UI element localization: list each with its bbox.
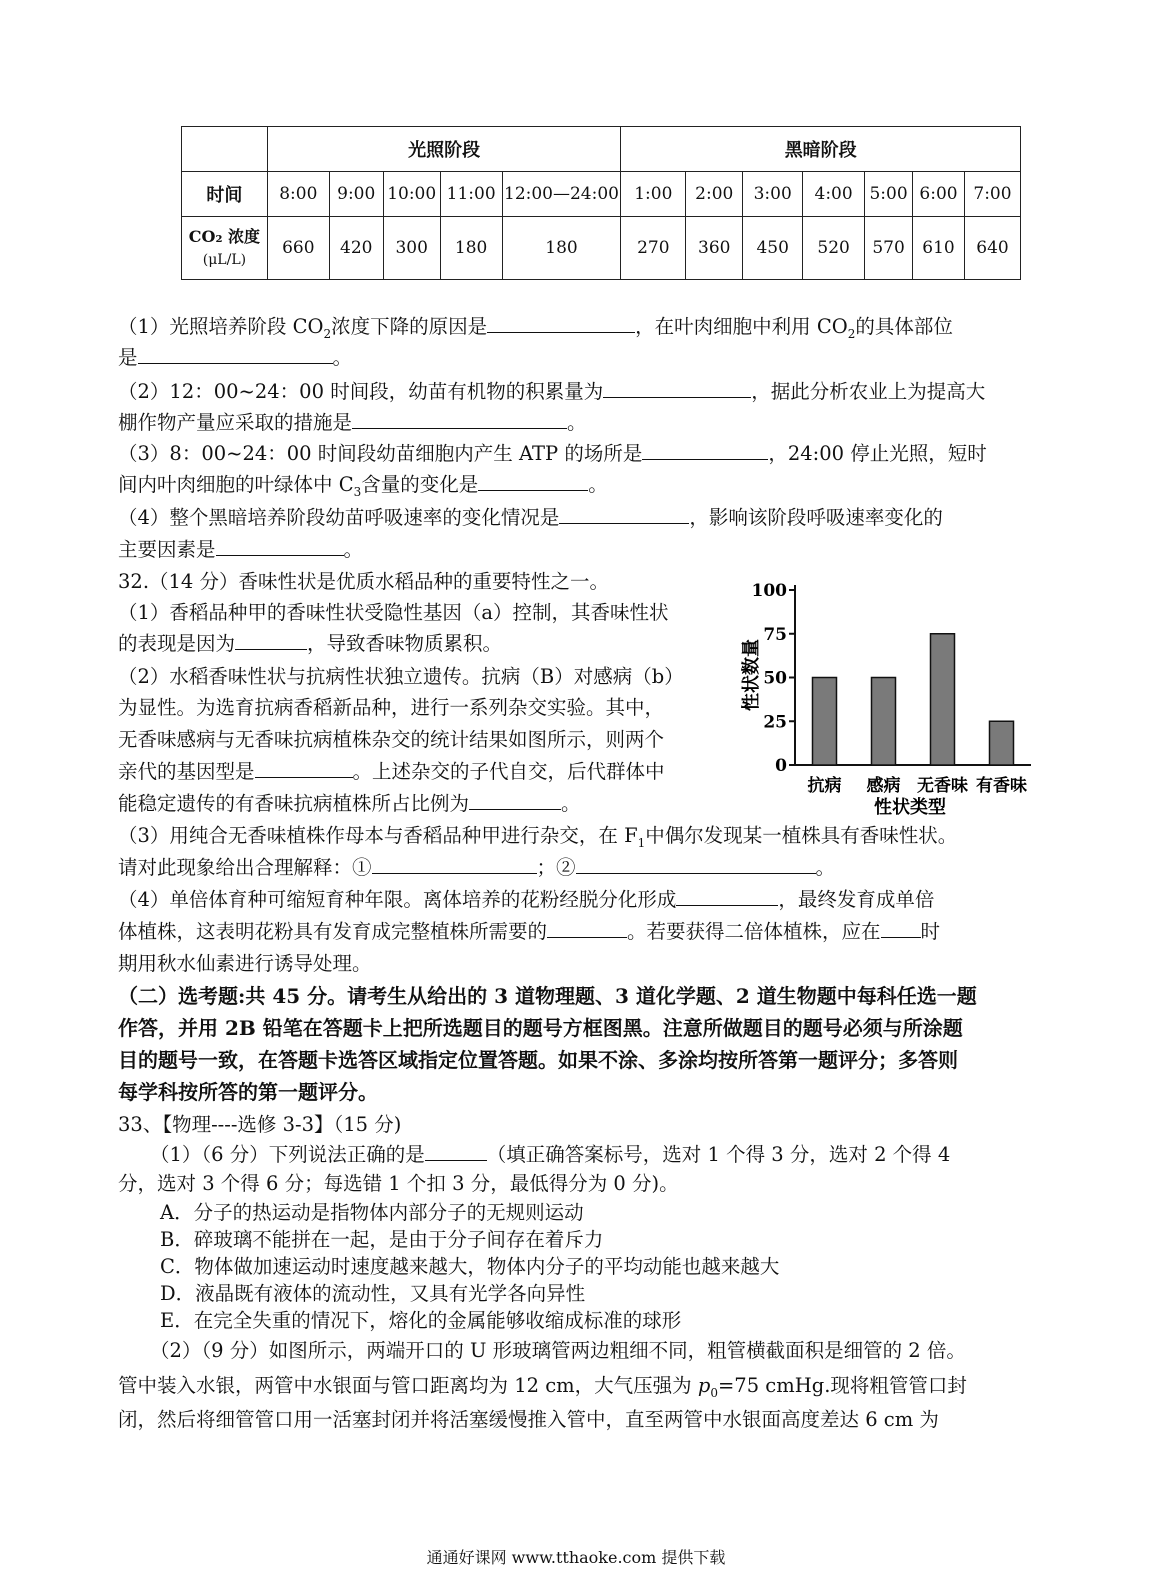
dark-stage-header: 黑暗阶段 — [621, 127, 1021, 172]
option-b: B．碎玻璃不能拼在一起，是由于分子间存在着斥力 — [160, 1228, 604, 1251]
y-tick-label: 0 — [775, 756, 787, 776]
co2-unit: (μL/L) — [202, 251, 247, 268]
bar — [990, 721, 1014, 765]
light-stage-header: 光照阶段 — [267, 127, 621, 172]
q32-line: 体植株，这表明花粉具有发育成完整植株所需要的 。若要获得二倍体植株，应在 时 — [118, 916, 940, 947]
q32-line: （4）单倍体育种可缩短育种年限。离体培养的花粉经脱分化形成 ，最终发育成单倍 — [118, 884, 934, 915]
q31-part4-line2: 主要因素是 。 — [118, 534, 363, 565]
co2-value-cell: 640 — [964, 217, 1020, 280]
answer-blank[interactable] — [487, 312, 635, 333]
time-cell: 6:00 — [913, 172, 965, 217]
answer-blank[interactable] — [372, 853, 537, 874]
q32-line: （1）香稻品种甲的香味性状受隐性基因（a）控制，其香味性状 — [118, 601, 669, 624]
q32-line: 的表现是因为 ，导致香味物质累积。 — [118, 628, 502, 659]
q32-line: 能稳定遗传的有香味抗病植株所占比例为 。 — [118, 788, 581, 819]
time-cell: 12:00—24:00 — [502, 172, 621, 217]
answer-blank[interactable] — [559, 503, 689, 524]
co2-value-cell: 610 — [913, 217, 965, 280]
co2-row — [182, 217, 1021, 280]
q31-part3-line2: 间内叶肉细胞的叶绿体中 $C_3$含量的变化是 。 — [118, 469, 608, 508]
co2-row-label — [182, 217, 268, 280]
co2-value-cell: 180 — [502, 217, 621, 280]
q31-part1-line2: 是 。 — [118, 342, 352, 373]
co2-value-cell: 570 — [865, 217, 913, 280]
option-e: E．在完全失重的情况下，熔化的金属能够收缩成标准的球形 — [160, 1309, 682, 1332]
bar — [872, 678, 896, 766]
q32-heading: 32.（14 分）香味性状是优质水稻品种的重要特性之一。 — [118, 570, 610, 593]
q33-part2-line2: 管中装入水银，两管中水银面与管口距离均为 12 cm，大气压强为 $p_0=75$ cmHg.现将粗管管口封 — [118, 1374, 967, 1400]
option-a: A．分子的热运动是指物体内部分子的无规则运动 — [160, 1201, 584, 1224]
q32-line: 无香味感病与无香味抗病植株杂交的统计结果如图所示，则两个 — [118, 728, 665, 751]
q31-part4-line1: （4）整个黑暗培养阶段幼苗呼吸速率的变化情况是 ，影响该阶段呼吸速率变化的 — [118, 502, 943, 533]
y-axis-label: 性状数量 — [741, 639, 762, 711]
q33-part2-line1: （2）（9 分）如图所示，两端开口的 U 形玻璃管两边粗细不同，粗管横截面积是细管的 2 倍。 — [150, 1339, 966, 1362]
answer-blank[interactable] — [603, 377, 751, 398]
time-cell: 11:00 — [440, 172, 502, 217]
page-footer: 通通好课网 www.tthaoke.com 提供下载 — [426, 1548, 726, 1567]
co2-value-cell: 520 — [803, 217, 865, 280]
co2-value-cell: 450 — [743, 217, 803, 280]
time-cell: 10:00 — [383, 172, 440, 217]
y-tick-label: 100 — [751, 581, 787, 601]
q33-part1-line2: 分，选对 3 个得 6 分；每选错 1 个扣 3 分，最低得分为 0 分)。 — [118, 1172, 679, 1195]
co2-value-cell: 300 — [383, 217, 440, 280]
category-label: 抗病 — [807, 776, 842, 796]
time-cell: 3:00 — [743, 172, 803, 217]
q32-line: （2）水稻香味性状与抗病性状独立遗传。抗病（B）对感病（b） — [118, 665, 684, 688]
co2-value-cell: 660 — [267, 217, 329, 280]
x-axis-label: 性状类型 — [874, 797, 946, 818]
time-cell: 4:00 — [803, 172, 865, 217]
time-cell: 7:00 — [964, 172, 1020, 217]
time-cell: 2:00 — [686, 172, 743, 217]
q31-part3-line1: （3）8：00~24：00 时间段幼苗细胞内产生 ATP 的场所是 ，24:00 停止光照，短时 — [118, 438, 987, 469]
answer-blank[interactable] — [547, 917, 627, 938]
q32-line: 亲代的基因型是 。上述杂交的子代自交，后代群体中 — [118, 756, 665, 787]
answer-blank[interactable] — [425, 1140, 487, 1161]
co2-concentration-table — [181, 126, 1021, 280]
category-label: 有香味 — [976, 776, 1027, 796]
table-corner-cell — [182, 127, 268, 172]
category-label: 无香味 — [917, 776, 968, 796]
answer-blank[interactable] — [881, 917, 921, 938]
answer-blank[interactable] — [642, 439, 768, 460]
time-cell: 1:00 — [621, 172, 686, 217]
q32-line: 为显性。为选育抗病香稻新品种，进行一系列杂交实验。其中， — [118, 696, 665, 719]
bar — [931, 634, 955, 765]
answer-blank[interactable] — [138, 343, 333, 364]
q31-part2-line1: （2）12：00~24：00 时间段，幼苗有机物的积累量为 ，据此分析农业上为提高大 — [118, 376, 985, 407]
y-tick-label: 75 — [763, 624, 787, 645]
option-d: D．液晶既有液体的流动性，又具有光学各向异性 — [160, 1282, 586, 1305]
time-row — [182, 172, 1021, 217]
answer-blank[interactable] — [255, 757, 353, 778]
bars — [813, 634, 1014, 765]
co2-value-cell: 180 — [440, 217, 502, 280]
co2-value-cell: 270 — [621, 217, 686, 280]
q31-part1-line1: （1）光照培养阶段 $CO_2$浓度下降的原因是 ，在叶肉细胞中利用 $CO_2$的具体部位 — [118, 311, 953, 350]
category-label: 感病 — [866, 776, 901, 796]
answer-blank[interactable] — [676, 885, 778, 906]
section2-instructions: （二）选考题:共 45 分。请考生从给出的 3 道物理题、3 道化学题、2 道生物题中每科任选一题 — [118, 984, 977, 1008]
q32-line: 期用秋水仙素进行诱导处理。 — [118, 952, 372, 975]
time-cell: 8:00 — [267, 172, 329, 217]
answer-blank[interactable] — [352, 408, 567, 429]
co2-value-cell: 360 — [686, 217, 743, 280]
time-row-label: 时间 — [182, 172, 268, 217]
y-tick-label: 50 — [763, 668, 787, 689]
q33-part1-line1: （1）（6 分）下列说法正确的是 （填正确答案标号，选对 1 个得 3 分，选对 2 个得 4 — [150, 1139, 950, 1170]
bar — [813, 678, 837, 766]
q32-line: （3）用纯合无香味植株作母本与香稻品种甲进行杂交，在 $F_1$中偶尔发现某一植株具有香味性状。 — [118, 824, 958, 850]
answer-blank[interactable] — [478, 470, 588, 491]
answer-blank[interactable] — [216, 535, 344, 556]
option-c: C．物体做加速运动时速度越来越大，物体内分子的平均动能也越来越大 — [160, 1255, 780, 1278]
section2-instructions: 作答，并用 2B 铅笔在答题卡上把所选题目的题号方框图黑。注意所做题目的题号必须与所涂题 — [118, 1016, 963, 1040]
co2-label: CO₂ 浓度 — [188, 226, 261, 246]
time-cell: 5:00 — [865, 172, 913, 217]
answer-blank[interactable] — [469, 789, 561, 810]
q33-heading: 33、【物理----选修 3-3】（15 分) — [118, 1113, 402, 1136]
q33-part2-line3: 闭，然后将细管管口用一活塞封闭并将活塞缓慢推入管中，直至两管中水银面高度差达 6 cm 为 — [118, 1408, 939, 1431]
category-labels — [808, 775, 1028, 796]
trait-count-bar-chart — [735, 573, 1035, 823]
answer-blank[interactable] — [235, 629, 307, 650]
section2-instructions: 每学科按所答的第一题评分。 — [118, 1080, 378, 1104]
answer-blank[interactable] — [576, 853, 816, 874]
co2-value-cell: 420 — [329, 217, 383, 280]
section2-instructions: 目的题号一致，在答题卡选答区域指定位置答题。如果不涂、多涂均按所答第一题评分；多答则 — [118, 1048, 958, 1072]
q32-line: 请对此现象给出合理解释：① ；② 。 — [118, 852, 835, 883]
q31-part2-line2: 棚作物产量应采取的措施是 。 — [118, 407, 587, 438]
time-cell: 9:00 — [329, 172, 383, 217]
y-tick-label: 25 — [763, 712, 787, 733]
